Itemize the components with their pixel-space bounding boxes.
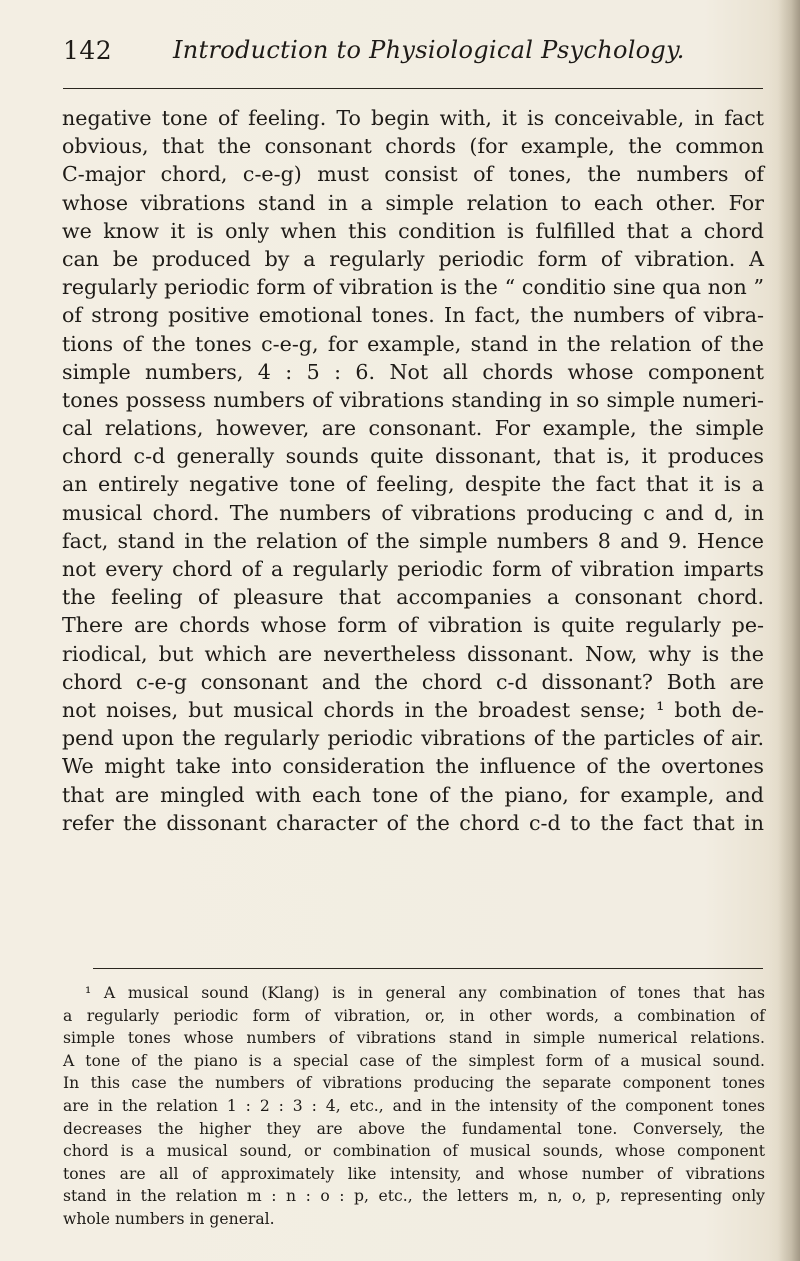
footnote-line: are in the relation 1 : 2 : 3 : 4, etc., and in the intensity of the component tones — [63, 1096, 765, 1115]
page-header — [63, 36, 763, 76]
body-line: musical chord. The numbers of vibrations producing c and d, in — [62, 500, 764, 525]
body-line: that are mingled with each tone of the piano, for example, and — [62, 782, 764, 807]
footnote — [63, 982, 765, 1231]
footnote-line: tones are all of approximately like intensity, and whose number of vibrations — [63, 1164, 765, 1183]
body-line: fact, stand in the relation of the simple numbers 8 and 9. Hence — [62, 528, 764, 553]
body-line: We might take into consideration the influence of the overtones — [62, 754, 764, 779]
body-line: the feeling of pleasure that accompanies a consonant chord. — [62, 585, 764, 610]
footnote-line: a regularly periodic form of vibration, or, in other words, a combination of — [63, 1006, 765, 1025]
footnote-rule — [93, 968, 763, 969]
footnote-line: chord is a musical sound, or combination of musical sounds, whose component — [63, 1142, 765, 1161]
header-rule — [63, 88, 763, 89]
footnote-line: stand in the relation m : n : o : p, etc., the letters m, n, o, p, representing only — [63, 1187, 765, 1206]
body-line: not noises, but musical chords in the broadest sense; ¹ both de- — [62, 697, 764, 722]
body-line: There are chords whose form of vibration is quite regularly pe- — [62, 613, 764, 638]
body-line: cal relations, however, are consonant. For example, the simple — [62, 416, 764, 441]
body-line: an entirely negative tone of feeling, despite the fact that it is a — [62, 472, 764, 497]
body-line: obvious, that the consonant chords (for example, the common — [62, 134, 764, 159]
footnote-line: In this case the numbers of vibrations producing the separate component tones — [63, 1074, 765, 1093]
body-line: whose vibrations stand in a simple relation to each other. For — [62, 190, 764, 215]
body-line: tones possess numbers of vibrations standing in so simple numeri- — [62, 387, 764, 412]
footnote-line: simple tones whose numbers of vibrations stand in simple numerical relations. — [63, 1029, 765, 1048]
body-line: chord c-d generally sounds quite dissonant, that is, it produces — [62, 444, 764, 469]
body-line: simple numbers, 4 : 5 : 6. Not all chords whose component — [62, 359, 764, 384]
body-line: not every chord of a regularly periodic form of vibration imparts — [62, 557, 764, 581]
footnote-line: whole numbers in general. — [63, 1209, 275, 1228]
body-line: chord c-e-g consonant and the chord c-d dissonant? Both are — [62, 669, 764, 694]
page-number: 142 — [63, 36, 113, 65]
body-line: pend upon the regularly periodic vibrations of the particles of air. — [62, 726, 764, 751]
footnote-line: ¹ A musical sound (Klang) is in general any combination of tones that has — [85, 984, 765, 1002]
body-line: refer the dissonant character of the chord c-d to the fact that in — [62, 810, 764, 835]
body-text — [62, 104, 764, 837]
footnote-line: A tone of the piano is a special case of the simplest form of a musical sound. — [63, 1051, 765, 1070]
running-head: Introduction to Physiological Psychology. — [173, 36, 685, 64]
body-line: regularly periodic form of vibration is the “ conditio sine qua non ” — [62, 275, 764, 300]
body-line: we know it is only when this condition is fulfilled that a chord — [62, 218, 764, 243]
body-line: riodical, but which are nevertheless dissonant. Now, why is the — [62, 641, 764, 666]
body-line: negative tone of feeling. To begin with, it is conceivable, in fact — [62, 106, 764, 130]
page-edge-shadow — [778, 0, 800, 1261]
body-line: of strong positive emotional tones. In fact, the numbers of vibra- — [62, 303, 764, 328]
body-line: can be produced by a regularly periodic form of vibration. A — [62, 246, 764, 271]
footnote-line: decreases the higher they are above the fundamental tone. Conversely, the — [63, 1119, 765, 1138]
body-line: C-major chord, c-e-g) must consist of tones, the numbers of — [62, 162, 764, 187]
body-line: tions of the tones c-e-g, for example, stand in the relation of the — [62, 331, 764, 356]
